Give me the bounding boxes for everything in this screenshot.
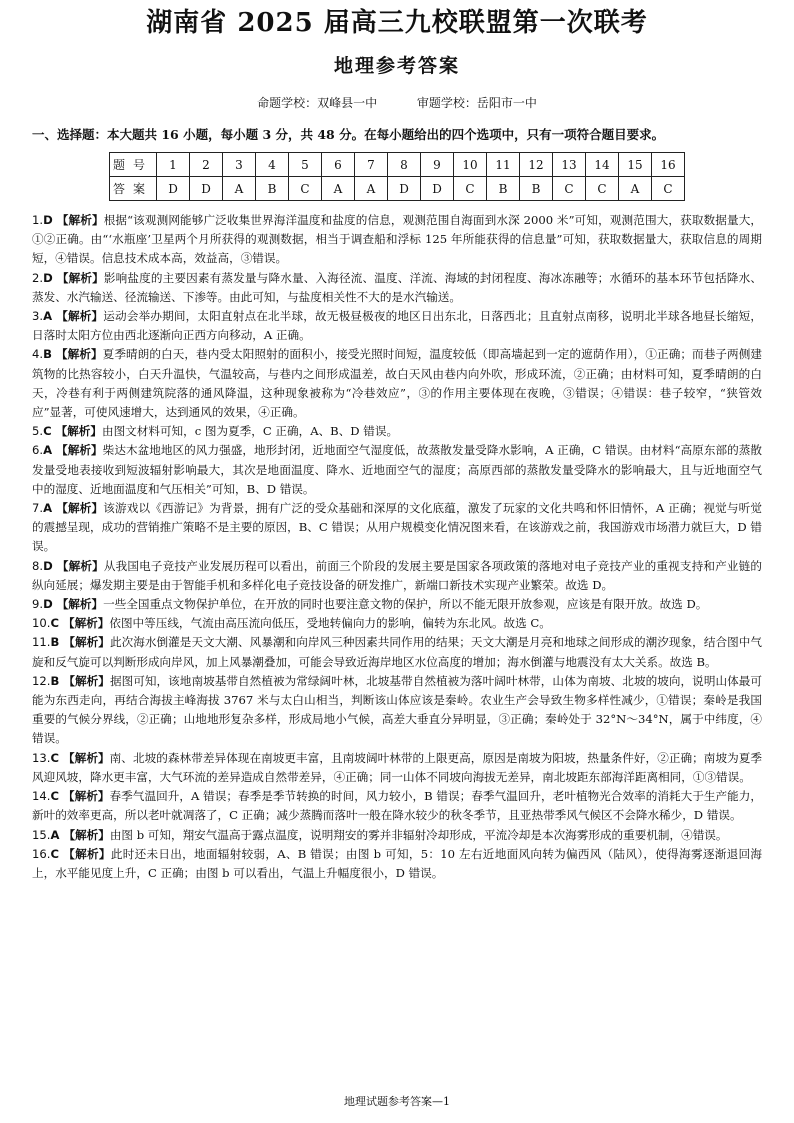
item-number: 12.	[32, 673, 51, 688]
item-text: 该游戏以《西游记》为背景，拥有广泛的受众基础和深厚的文化底蕴，激发了玩家的文化共鸣和怀旧情怀，A 正确；视觉与听觉的震撼呈现，成功的营销推广策略不是主要的原因，B、C 错误；从用户规模变化情况图来看，在该游戏之前，我国游戏市场潜力就巨大，D 错误。	[32, 501, 762, 554]
explanation-item	[32, 633, 762, 671]
item-text: 一些全国重点文物保护单位，在开放的同时也要注意文物的保护，所以不能无限开放参观，应该是有限开放。故选 D。	[103, 597, 708, 612]
explanation-item	[32, 211, 762, 269]
item-text: 据图可知，该地南坡基带自然植被为常绿阔叶林，北坡基带自然植被为落叶阔叶林带，山体为南坡、北坡的坡向，说明山体最可能为东西走向，再结合海拔主峰海拔 3767 米与太白山相当，判断该山体应该是秦岭。农业生产会导致生物多样性减少，①错误；秦岭是我国重要的气候分界线，②正确；山地地形复杂多样，形成局地小气候，高差大垂直分异明显，③正确；秦岭处于 32°N～34°N，属于中纬度，④错误。	[32, 673, 762, 746]
question-number-cell: 14	[586, 153, 619, 177]
question-number-cell: 3	[223, 153, 256, 177]
question-number-cell: 15	[619, 153, 652, 177]
analysis-tag: 【解析】	[56, 558, 104, 573]
item-number: 2.	[32, 270, 44, 285]
item-number: 6.	[32, 443, 44, 458]
item-text: 夏季晴朗的白天，巷内受太阳照射的面积小，接受光照时间短，温度较低（即高墙起到一定的遮荫作用），①正确；而巷子两侧建筑物的比热容较小，白天升温快，气温较高，与巷内之间形成温差，故白天风由巷内向外吹，形成环流，②正确；由材料可知，夏季晴朗的白天，冷巷有利于两侧建筑院落的通风降温，这种现象被称为“冷巷效应”，③的作用主要体现在夜晚，③错误；④错误：巷子较窄，“狭管效应”显著，可使风速增大，达到通风的效果，④正确。	[32, 347, 762, 420]
analysis-tag: 【解析】	[56, 443, 103, 458]
analysis-tag: 【解析】	[56, 597, 104, 612]
analysis-tag: 【解析】	[62, 616, 110, 631]
proposer-school: 命题学校：双峰县一中	[257, 96, 378, 110]
item-text: 影响盐度的主要因素有蒸发量与降水量、入海径流、温度、洋流、海域的封闭程度、海冰冻融等；水循环的基本环节包括降水、蒸发、水汽输送、径流输送、下渗等。由此可知，与盐度相关性不大的是水汽输送。	[32, 270, 762, 304]
question-number-cell: 8	[388, 153, 421, 177]
analysis-tag: 【解析】	[63, 827, 110, 842]
question-number-cell: 13	[553, 153, 586, 177]
explanation-item	[32, 345, 762, 422]
analysis-tag: 【解析】	[55, 424, 102, 439]
item-text: 由图 b 可知，翔安气温高于露点温度，说明翔安的雾并非辐射冷却形成，平流冷却是本次海雾形成的重要机制，④错误。	[109, 827, 728, 842]
analysis-tag: 【解析】	[56, 501, 104, 516]
answer-cell: A	[619, 177, 652, 201]
item-answer: C	[50, 846, 59, 861]
analysis-tag: 【解析】	[56, 213, 104, 227]
item-number: 3.	[32, 309, 44, 324]
page-subtitle: 地理参考答案	[333, 55, 460, 77]
explanation-item	[32, 422, 762, 441]
item-number: 14.	[32, 789, 51, 804]
item-answer: D	[43, 597, 53, 612]
analysis-tag: 【解析】	[63, 673, 110, 688]
explanation-item	[32, 672, 762, 749]
explanation-item	[32, 499, 762, 557]
item-number: 8.	[32, 558, 44, 573]
item-number: 13.	[32, 750, 51, 765]
explanation-item	[32, 441, 762, 499]
analysis-tag: 【解析】	[62, 789, 110, 804]
question-number-cell: 6	[322, 153, 355, 177]
analysis-tag: 【解析】	[63, 635, 110, 650]
explanation-item	[32, 269, 762, 307]
item-text: 根据“该观测网能够广泛收集世界海洋温度和盐度的信息，观测范围自海面到水深 2000 米”可知，观测范围大，获取数据量大，①②正确。由“‘水瓶座’卫星两个月所获得的观测数据，相当于调查船和浮标 125 年所能获得的信息量”可知，获取数据量大，获取信息的周期短，④错误。信息技术成本高，效益高，③错误。	[32, 213, 762, 266]
row-label-answers: 答案	[110, 177, 157, 201]
item-text: 从我国电子竞技产业发展历程可以看出，前面三个阶段的发展主要是国家各项政策的落地对电子竞技产业的重视支持和产业链的纵向延展；爆发期主要是由于智能手机和多样化电子竞技设备的研发推广，新端口新技术实现产业繁荣。故选 D。	[32, 558, 762, 592]
answer-cell: A	[355, 177, 388, 201]
answer-cell: B	[487, 177, 520, 201]
item-text: 此次海水倒灌是天文大潮、风暴潮和向岸风三种因素共同作用的结果；天文大潮是月亮和地球之间形成的潮汐现象，结合图中气旋和反气旋可以判断形成向岸风，加上风暴潮叠加，可能会导致近海岸地区水位高度的增加；海水倒灌与地震没有太大关系。故选 B。	[32, 635, 762, 669]
answer-cell: D	[190, 177, 223, 201]
question-number-cell: 10	[454, 153, 487, 177]
question-number-cell: 4	[256, 153, 289, 177]
item-answer: A	[50, 827, 60, 842]
question-number-cell: 16	[652, 153, 685, 177]
item-answer: B	[43, 347, 52, 362]
item-answer: D	[43, 270, 53, 285]
question-number-cell: 12	[520, 153, 553, 177]
explanation-item	[32, 749, 762, 787]
item-text: 此时还未日出，地面辐射较弱，A、B 错误；由图 b 可知，5：10 左右近地面风向转为偏西风（陆风），使得海雾逐渐退回海上，水平能见度上升，C 正确；由图 b 可以看出，气温上升幅度很小，D 错误。	[32, 846, 762, 880]
answer-cell: C	[586, 177, 619, 201]
item-answer: C	[50, 616, 59, 631]
answer-cell: D	[157, 177, 190, 201]
item-answer: B	[50, 673, 60, 688]
answer-table-answer-row	[110, 177, 685, 201]
reviewer-school: 审题学校：岳阳市一中	[416, 96, 537, 110]
item-number: 1.	[32, 213, 44, 227]
item-number: 10.	[32, 616, 51, 631]
answer-table-number-row	[110, 153, 685, 177]
answer-cell: C	[553, 177, 586, 201]
item-number: 9.	[32, 597, 44, 612]
explanation-item	[32, 307, 762, 345]
question-number-cell: 2	[190, 153, 223, 177]
item-text: 由图文材料可知，c 图为夏季，C 正确，A、B、D 错误。	[101, 424, 399, 439]
answer-cell: D	[421, 177, 454, 201]
answer-cell: A	[223, 177, 256, 201]
page-title: 湖南省 2025 届高三九校联盟第一次联考	[146, 8, 648, 38]
explanation-item	[32, 557, 762, 595]
item-number: 5.	[32, 424, 44, 439]
item-answer: C	[50, 750, 59, 765]
item-number: 4.	[32, 347, 44, 362]
explanation-item	[32, 595, 762, 614]
item-text: 柴达木盆地地区的风力强盛，地形封闭，近地面空气湿度低，故蒸散发量受降水影响，A 正确，C 错误。由材料“高原东部的蒸散发量受地表接收到短波辐射影响最大，其次是地面温度、降水、近地面空气的湿度；高原西部的蒸散发量受降水的影响最大，且与近地面空气中的湿度、近地面温度和气压相关”可知，B、D 错误。	[32, 443, 762, 496]
item-text: 南、北坡的森林带差异体现在南坡更丰富，且南坡阔叶林带的上限更高，原因是南坡为阳坡，热量条件好，②正确；南坡为夏季风迎风坡，降水更丰富，大气环流的差异造成自然带差异，④正确；同一山体不同坡向海拔无差异，南北坡距东部海洋距离相同，①③错误。	[32, 750, 762, 784]
item-answer: D	[43, 213, 53, 227]
item-answer: A	[43, 309, 53, 324]
item-answer: C	[43, 424, 52, 439]
item-number: 15.	[32, 827, 51, 842]
explanation-item	[32, 614, 762, 633]
item-text: 运动会举办期间，太阳直射点在北半球，故无极昼极夜的地区日出东北，日落西北；且直射点南移，说明北半球各地昼长缩短，日落时太阳方位由西北逐渐向正西方向移动，A 正确。	[32, 309, 762, 343]
analysis-tag: 【解析】	[62, 750, 110, 765]
item-answer: A	[43, 443, 53, 458]
explanation-item	[32, 826, 762, 845]
row-label-numbers: 题号	[110, 153, 157, 177]
answer-cell: C	[289, 177, 322, 201]
analysis-tag: 【解析】	[56, 270, 104, 285]
answer-cell: C	[454, 177, 487, 201]
explanation-item	[32, 845, 762, 883]
school-credits	[32, 94, 762, 112]
analysis-tag: 【解析】	[56, 309, 104, 324]
item-answer: B	[50, 635, 60, 650]
question-number-cell: 1	[157, 153, 190, 177]
item-number: 7.	[32, 501, 44, 516]
answer-cell: A	[322, 177, 355, 201]
analysis-tag: 【解析】	[55, 347, 103, 362]
item-text: 春季气温回升，A 错误；春季是季节转换的时间，风力较小，B 错误；春季气温回升，老叶植物光合效率的消耗大于生产能力，新叶的效率更高，所以老叶就凋落了，C 正确；减少蒸腾而落叶一般在降水较少的秋冬季节，且亚热带季风气候区不会降水稀少，D 错误。	[32, 789, 762, 823]
answer-table	[109, 152, 685, 201]
item-number: 11.	[32, 635, 51, 650]
item-answer: C	[50, 789, 59, 804]
item-answer: D	[43, 558, 53, 573]
item-number: 16.	[32, 846, 51, 861]
answer-cell: B	[520, 177, 553, 201]
question-number-cell: 5	[289, 153, 322, 177]
explanation-item	[32, 787, 762, 825]
question-number-cell: 11	[487, 153, 520, 177]
question-number-cell: 9	[421, 153, 454, 177]
section-heading: 一、选择题：本大题共 16 小题，每小题 3 分，共 48 分。在每小题给出的四个选项中，只有一项符合题目要求。	[32, 127, 665, 142]
item-text: 依图中等压线，气流由高压流向低压，受地转偏向力的影响，偏转为东北风。故选 C。	[109, 616, 551, 631]
answer-cell: D	[388, 177, 421, 201]
answer-cell: B	[256, 177, 289, 201]
question-number-cell: 7	[355, 153, 388, 177]
explanations-list	[32, 211, 762, 883]
page-footer: 地理试题参考答案—1	[344, 1095, 450, 1108]
answer-cell: C	[652, 177, 685, 201]
item-answer: A	[43, 501, 53, 516]
analysis-tag: 【解析】	[62, 846, 111, 861]
